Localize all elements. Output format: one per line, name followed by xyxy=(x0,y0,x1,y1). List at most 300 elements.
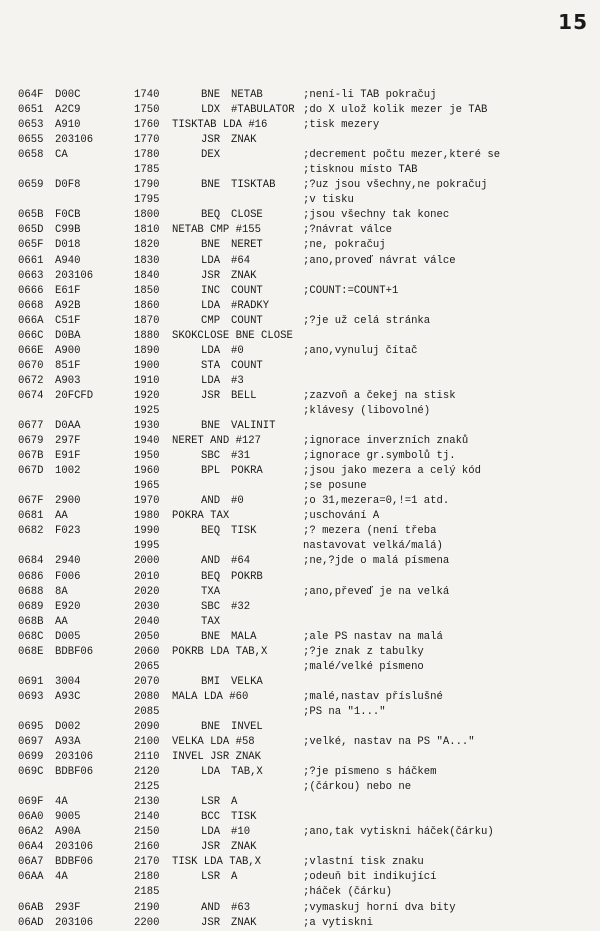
address: 065B xyxy=(18,209,44,222)
line-number: 2085 xyxy=(134,705,160,718)
listing-row xyxy=(0,208,600,223)
address: 0674 xyxy=(18,389,44,402)
line-number: 1970 xyxy=(134,495,160,508)
mnemonic: LDA xyxy=(210,645,230,658)
comment: ;tisk mezery xyxy=(303,119,380,132)
mnemonic: TXA xyxy=(201,585,221,598)
comment: ;? mezera (není třeba xyxy=(303,525,437,538)
comment: ;malé,nastav příslušné xyxy=(303,690,443,703)
address: 0653 xyxy=(18,119,44,132)
label: POKRB xyxy=(172,645,204,658)
operand: TISKTAB xyxy=(231,179,276,192)
mnemonic: BEQ xyxy=(201,570,221,583)
machine-code: 20FCFD xyxy=(55,389,94,402)
address: 068E xyxy=(18,645,44,658)
operand: ZNAK xyxy=(235,751,262,764)
listing-row xyxy=(0,690,600,705)
line-number: 1890 xyxy=(134,344,160,357)
operand: #155 xyxy=(235,224,262,237)
listing-row xyxy=(0,374,600,389)
line-number: 1750 xyxy=(134,104,160,117)
machine-code: 4A xyxy=(55,796,68,809)
listing-row xyxy=(0,615,600,630)
address: 0658 xyxy=(18,149,44,162)
address: 0682 xyxy=(18,525,44,538)
address: 0695 xyxy=(18,720,44,733)
listing-row xyxy=(0,901,600,916)
operand: POKRA xyxy=(231,465,263,478)
machine-code: 2900 xyxy=(55,495,81,508)
mnemonic: BEQ xyxy=(201,525,221,538)
machine-code: A910 xyxy=(55,119,81,132)
comment: ;odeuň bit indikující xyxy=(303,871,437,884)
comment: ;do X ulož kolik mezer je TAB xyxy=(303,104,488,117)
operand: ZNAK xyxy=(231,841,257,854)
operand: #16 xyxy=(248,119,268,132)
machine-code: D002 xyxy=(55,720,81,733)
listing-row xyxy=(0,479,600,494)
label: NETAB xyxy=(172,224,204,237)
address: 064F xyxy=(18,89,44,101)
line-number: 2185 xyxy=(134,886,160,899)
machine-code: 203106 xyxy=(55,916,94,929)
operand: ZNAK xyxy=(231,269,257,282)
address: 067D xyxy=(18,465,44,478)
mnemonic: BMI xyxy=(201,675,221,688)
listing-row xyxy=(0,765,600,780)
machine-code: 203106 xyxy=(55,134,94,147)
mnemonic: LDA xyxy=(203,690,223,703)
listing-row xyxy=(0,133,600,148)
line-number: 2170 xyxy=(134,856,160,869)
label: POKRA xyxy=(172,510,204,523)
machine-code: F0CB xyxy=(55,209,81,222)
address: 069C xyxy=(18,766,44,779)
address: 067B xyxy=(18,450,44,463)
listing-row xyxy=(0,103,600,118)
address: 0693 xyxy=(18,690,44,703)
operand: TAB,X xyxy=(229,856,262,869)
line-number: 1850 xyxy=(134,284,160,297)
comment: ;ignorace gr.symbolů tj. xyxy=(303,450,456,463)
operand: POKRB xyxy=(231,570,263,583)
operand: TAB,X xyxy=(231,766,263,779)
line-number: 1960 xyxy=(134,465,160,478)
operand: #60 xyxy=(229,690,249,703)
operand: VELKA xyxy=(231,675,263,688)
line-number: 1760 xyxy=(134,119,160,132)
operand: #64 xyxy=(231,555,251,568)
comment: ;ano,převeď je na velká xyxy=(303,585,450,598)
listing-row xyxy=(0,524,600,539)
machine-code: 9005 xyxy=(55,811,81,824)
line-number: 2050 xyxy=(134,630,160,643)
line-number: 2160 xyxy=(134,841,160,854)
machine-code: 4A xyxy=(55,871,68,884)
page-number: 15 xyxy=(558,10,588,34)
mnemonic: SBC xyxy=(201,600,221,613)
mnemonic: BNE xyxy=(201,239,221,252)
label: MALA xyxy=(172,690,198,703)
machine-code: E920 xyxy=(55,600,81,613)
listing-row xyxy=(0,178,600,193)
operand: A xyxy=(231,871,238,884)
mnemonic: LDX xyxy=(201,104,221,117)
listing-row xyxy=(0,554,600,569)
operand: #TABULATOR xyxy=(231,104,295,117)
machine-code: E61F xyxy=(55,284,81,297)
operand: BELL xyxy=(231,389,257,402)
listing-row xyxy=(0,449,600,464)
line-number: 1900 xyxy=(134,359,160,372)
listing-row xyxy=(0,163,600,178)
operand: #0 xyxy=(231,344,244,357)
listing-row xyxy=(0,434,600,449)
line-number: 2080 xyxy=(134,690,160,703)
mnemonic: AND xyxy=(201,495,221,508)
operand: INVEL xyxy=(231,720,263,733)
mnemonic: LDA xyxy=(201,254,221,267)
listing-row xyxy=(0,148,600,163)
label: SKOKCLOSE xyxy=(172,329,230,342)
mnemonic: BNE xyxy=(201,179,221,192)
machine-code: A2C9 xyxy=(55,104,81,117)
mnemonic: JSR xyxy=(201,841,221,854)
operand: MALA xyxy=(231,630,257,643)
line-number: 1870 xyxy=(134,314,160,327)
operand: #10 xyxy=(231,826,251,839)
address: 0697 xyxy=(18,736,44,749)
mnemonic: SBC xyxy=(201,450,221,463)
comment: ;?návrat válce xyxy=(303,224,393,237)
machine-code: BDBF06 xyxy=(55,766,94,779)
address: 066E xyxy=(18,344,44,357)
listing-row xyxy=(0,314,600,329)
line-number: 1830 xyxy=(134,254,160,267)
machine-code: D005 xyxy=(55,630,81,643)
operand: TISK xyxy=(231,525,257,538)
listing-row xyxy=(0,269,600,284)
line-number: 2150 xyxy=(134,826,160,839)
listing-row xyxy=(0,118,600,133)
listing-row xyxy=(0,494,600,509)
mnemonic: STA xyxy=(201,359,221,372)
line-number: 2100 xyxy=(134,736,160,749)
comment: ;ano,vynuluj čítač xyxy=(303,344,418,357)
mnemonic: CMP xyxy=(201,314,221,327)
machine-code: D0AA xyxy=(55,420,81,433)
machine-code: A90A xyxy=(55,826,81,839)
comment: ;ignorace inverzních znaků xyxy=(303,435,469,448)
operand: #32 xyxy=(231,600,251,613)
listing-row xyxy=(0,750,600,765)
machine-code: 293F xyxy=(55,901,81,914)
listing-row xyxy=(0,223,600,238)
comment: ;decrement počtu mezer,které se xyxy=(303,149,501,162)
listing-row xyxy=(0,705,600,720)
machine-code: E91F xyxy=(55,450,81,463)
mnemonic: INC xyxy=(201,284,221,297)
machine-code: 297F xyxy=(55,435,81,448)
machine-code: C99B xyxy=(55,224,81,237)
operand: COUNT xyxy=(231,359,263,372)
machine-code: AA xyxy=(55,615,68,628)
machine-code: F006 xyxy=(55,570,81,583)
listing-row xyxy=(0,284,600,299)
mnemonic: LDA xyxy=(201,299,221,312)
listing-row xyxy=(0,88,600,103)
operand: #127 xyxy=(235,435,262,448)
address: 06AA xyxy=(18,871,44,884)
address: 0684 xyxy=(18,555,44,568)
address: 0659 xyxy=(18,179,44,192)
mnemonic: JSR xyxy=(201,134,221,147)
operand: #RADKY xyxy=(231,299,270,312)
comment: ;se posune xyxy=(303,480,367,493)
line-number: 1785 xyxy=(134,164,160,177)
listing-row xyxy=(0,870,600,885)
mnemonic: LDA xyxy=(201,766,221,779)
comment: ;jsou všechny tak konec xyxy=(303,209,450,222)
listing-row xyxy=(0,630,600,645)
line-number: 2090 xyxy=(134,720,160,733)
operand: #0 xyxy=(231,495,244,508)
mnemonic: LDA xyxy=(210,736,230,749)
machine-code: CA xyxy=(55,149,68,162)
mnemonic: TAX xyxy=(210,510,230,523)
listing-row xyxy=(0,509,600,524)
line-number: 1995 xyxy=(134,540,160,553)
machine-code: A900 xyxy=(55,344,81,357)
mnemonic: LSR xyxy=(201,796,221,809)
mnemonic: BNE xyxy=(201,720,221,733)
mnemonic: BPL xyxy=(201,465,221,478)
line-number: 2010 xyxy=(134,570,160,583)
comment: ;háček (čárku) xyxy=(303,886,393,899)
mnemonic: JSR xyxy=(201,389,221,402)
listing-row xyxy=(0,735,600,750)
listing-row xyxy=(0,720,600,735)
comment: nastavovat velká/malá) xyxy=(303,540,443,553)
machine-code: D0F8 xyxy=(55,179,81,192)
machine-code: D00C xyxy=(55,89,81,101)
address: 06A4 xyxy=(18,841,44,854)
listing-row xyxy=(0,359,600,374)
listing-row xyxy=(0,780,600,795)
machine-code: D0BA xyxy=(55,329,81,342)
comment: ;o 31,mezera=0,!=1 atd. xyxy=(303,495,450,508)
mnemonic: AND xyxy=(201,555,221,568)
comment: ;PS na "1..." xyxy=(303,705,386,718)
machine-code: 203106 xyxy=(55,751,94,764)
operand: #31 xyxy=(231,450,251,463)
address: 06AB xyxy=(18,901,44,914)
listing-row xyxy=(0,299,600,314)
comment: ;zazvoň a čekej na stisk xyxy=(303,389,456,402)
operand: NETAB xyxy=(231,89,263,101)
mnemonic: LDA xyxy=(201,826,221,839)
mnemonic: LDA xyxy=(222,119,242,132)
machine-code: A93C xyxy=(55,690,81,703)
operand: COUNT xyxy=(231,314,263,327)
mnemonic: AND xyxy=(201,901,221,914)
line-number: 1930 xyxy=(134,420,160,433)
machine-code: C51F xyxy=(55,314,81,327)
line-number: 1940 xyxy=(134,435,160,448)
address: 0691 xyxy=(18,675,44,688)
comment: ;vlastní tisk znaku xyxy=(303,856,424,869)
assembly-listing xyxy=(0,88,600,931)
address: 069F xyxy=(18,796,44,809)
listing-row xyxy=(0,645,600,660)
address: 06A7 xyxy=(18,856,44,869)
line-number: 1965 xyxy=(134,480,160,493)
listing-row xyxy=(0,389,600,404)
mnemonic: TAX xyxy=(201,615,221,628)
mnemonic: CMP xyxy=(210,224,230,237)
line-number: 2130 xyxy=(134,796,160,809)
line-number: 1800 xyxy=(134,209,160,222)
mnemonic: BNE xyxy=(235,329,255,342)
machine-code: D018 xyxy=(55,239,81,252)
address: 0666 xyxy=(18,284,44,297)
line-number: 1810 xyxy=(134,224,160,237)
line-number: 2065 xyxy=(134,660,160,673)
address: 0681 xyxy=(18,510,44,523)
line-number: 1860 xyxy=(134,299,160,312)
machine-code: A940 xyxy=(55,254,81,267)
machine-code: A903 xyxy=(55,374,81,387)
operand: TAB,X xyxy=(235,645,268,658)
line-number: 1795 xyxy=(134,194,160,207)
comment: ;a vytiskni xyxy=(303,916,373,929)
label: INVEL xyxy=(172,751,204,764)
label: VELKA xyxy=(172,736,204,749)
machine-code: BDBF06 xyxy=(55,645,94,658)
mnemonic: JSR xyxy=(201,269,221,282)
address: 065F xyxy=(18,239,44,252)
machine-code: BDBF06 xyxy=(55,856,94,869)
operand: #63 xyxy=(231,901,251,914)
address: 0686 xyxy=(18,570,44,583)
comment: ;(čárkou) nebo ne xyxy=(303,781,412,794)
line-number: 1780 xyxy=(134,149,160,162)
address: 0689 xyxy=(18,600,44,613)
mnemonic: JSR xyxy=(201,916,221,929)
line-number: 1740 xyxy=(134,89,160,101)
address: 066A xyxy=(18,314,44,327)
line-number: 1770 xyxy=(134,134,160,147)
listing-row xyxy=(0,840,600,855)
machine-code: A93A xyxy=(55,736,81,749)
line-number: 1910 xyxy=(134,374,160,387)
listing-row xyxy=(0,329,600,344)
line-number: 2020 xyxy=(134,585,160,598)
comment: ;?je písmeno s háčkem xyxy=(303,766,437,779)
comment: ;ne,?jde o malá písmena xyxy=(303,555,450,568)
line-number: 2125 xyxy=(134,781,160,794)
machine-code: F023 xyxy=(55,525,81,538)
operand: ZNAK xyxy=(231,916,257,929)
label: TISK xyxy=(172,856,198,869)
comment: ;malé/velké písmeno xyxy=(303,660,424,673)
address: 06A2 xyxy=(18,826,44,839)
mnemonic: LDA xyxy=(203,856,223,869)
listing-row xyxy=(0,570,600,585)
machine-code: 203106 xyxy=(55,269,94,282)
address: 065D xyxy=(18,224,44,237)
listing-row xyxy=(0,825,600,840)
line-number: 2000 xyxy=(134,555,160,568)
mnemonic: BNE xyxy=(201,630,221,643)
address: 06AD xyxy=(18,916,44,929)
listing-row xyxy=(0,885,600,900)
operand: #3 xyxy=(231,374,244,387)
line-number: 1790 xyxy=(134,179,160,192)
address: 0699 xyxy=(18,751,44,764)
comment: ;ano,tak vytiskni háček(čárku) xyxy=(303,826,494,839)
listing-row xyxy=(0,916,600,931)
listing-row xyxy=(0,855,600,870)
operand: VALINIT xyxy=(231,420,276,433)
address: 0688 xyxy=(18,585,44,598)
comment: ;jsou jako mezera a celý kód xyxy=(303,465,482,478)
label: TISKTAB xyxy=(172,119,217,132)
machine-code: AA xyxy=(55,510,68,523)
machine-code: 3004 xyxy=(55,675,81,688)
operand: A xyxy=(231,796,238,809)
operand: #58 xyxy=(235,736,255,749)
mnemonic: BEQ xyxy=(201,209,221,222)
comment: ;COUNT:=COUNT+1 xyxy=(303,284,399,297)
comment: ;tisknou místo TAB xyxy=(303,164,418,177)
mnemonic: LDA xyxy=(201,374,221,387)
line-number: 2190 xyxy=(134,901,160,914)
machine-code: 1002 xyxy=(55,465,81,478)
line-number: 1880 xyxy=(134,329,160,342)
operand: COUNT xyxy=(231,284,263,297)
operand: CLOSE xyxy=(231,209,263,222)
machine-code: 203106 xyxy=(55,841,94,854)
address: 0679 xyxy=(18,435,44,448)
listing-row xyxy=(0,344,600,359)
address: 068B xyxy=(18,615,44,628)
mnemonic: DEX xyxy=(201,149,221,162)
comment: ;klávesy (libovolné) xyxy=(303,404,431,417)
listing-row xyxy=(0,675,600,690)
operand: NERET xyxy=(231,239,263,252)
line-number: 2060 xyxy=(134,645,160,658)
address: 068C xyxy=(18,630,44,643)
listing-row xyxy=(0,585,600,600)
address: 0670 xyxy=(18,359,44,372)
mnemonic: BNE xyxy=(201,420,221,433)
address: 0661 xyxy=(18,254,44,267)
comment: ;ale PS nastav na malá xyxy=(303,630,443,643)
line-number: 2140 xyxy=(134,811,160,824)
machine-code: 851F xyxy=(55,359,81,372)
address: 067F xyxy=(18,495,44,508)
line-number: 2120 xyxy=(134,766,160,779)
line-number: 1950 xyxy=(134,450,160,463)
mnemonic: BNE xyxy=(201,89,221,101)
line-number: 2200 xyxy=(134,916,160,929)
address: 0651 xyxy=(18,104,44,117)
listing-row xyxy=(0,810,600,825)
line-number: 1990 xyxy=(134,525,160,538)
line-number: 1920 xyxy=(134,389,160,402)
label: NERET xyxy=(172,435,204,448)
